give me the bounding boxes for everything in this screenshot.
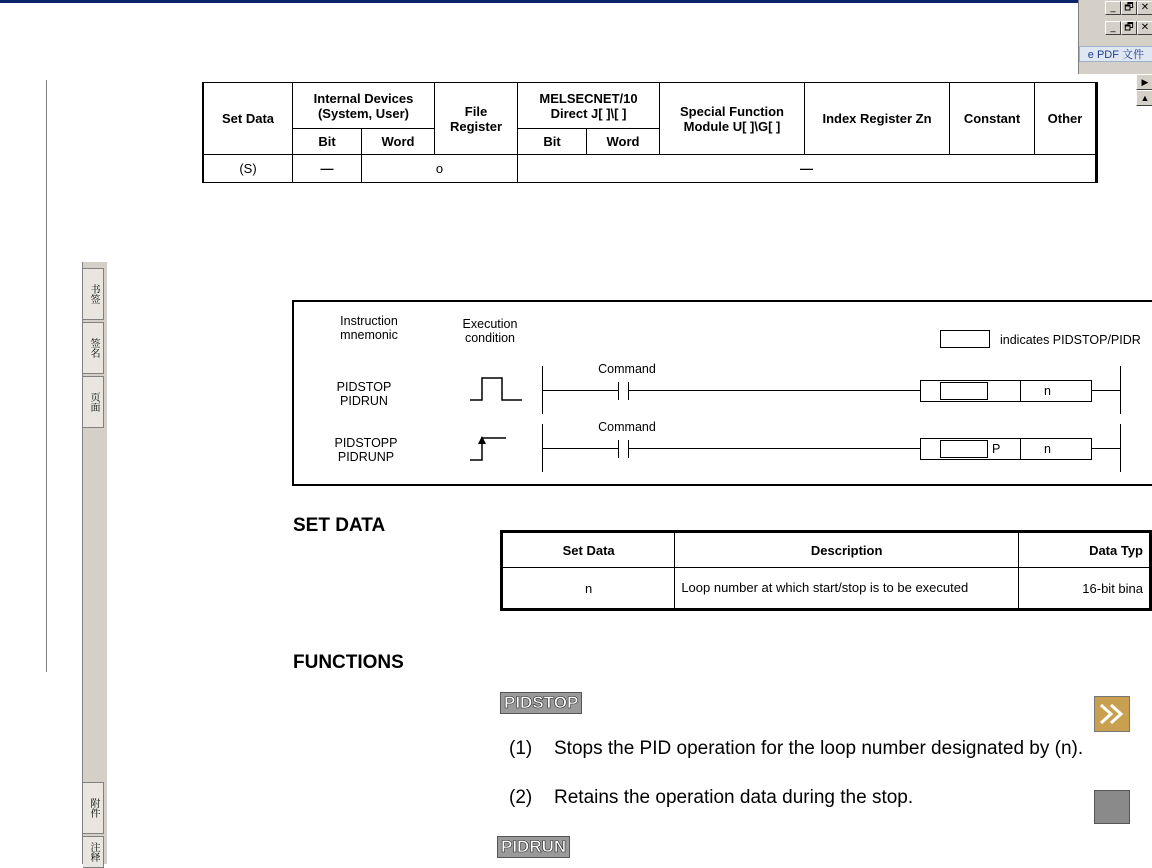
window-controls <box>1078 0 1152 74</box>
col-bit-2: Bit <box>518 129 587 155</box>
tab-pages[interactable]: 页面 <box>83 376 104 428</box>
row1-divider <box>1020 380 1021 402</box>
row-s-label: (S) <box>203 155 293 183</box>
tab-bookmarks[interactable]: 书签 <box>83 268 104 320</box>
row2-wire-b <box>628 448 920 449</box>
legend-text: indicates PIDSTOP/PIDR <box>1000 333 1141 347</box>
data-type-header: Data Typ <box>1019 532 1151 568</box>
doc-close-button[interactable]: ✕ <box>1137 21 1152 35</box>
double-chevron-icon <box>1095 697 1129 731</box>
row1-contact-b <box>628 382 629 400</box>
function-item-2-text: Retains the operation data during the stop. <box>554 787 914 808</box>
pidrun-badge: PIDRUN <box>497 836 570 858</box>
row2-divider <box>1020 438 1021 460</box>
col-internal-devices: Internal Devices (System, User) <box>293 83 435 129</box>
col-constant: Constant <box>950 83 1035 155</box>
row1-contact-a <box>618 382 619 400</box>
row2-wire-c <box>1092 448 1120 449</box>
row2-contact-a <box>618 440 619 458</box>
tab-attachments[interactable]: 附件 <box>83 782 104 834</box>
pdf-file-button[interactable]: e PDF 文件 <box>1079 46 1152 62</box>
tab-comments[interactable]: 注释 <box>83 836 104 868</box>
set-data-heading: SET DATA <box>293 515 386 536</box>
set-data-table <box>500 530 1152 611</box>
row1-wire-b <box>628 390 920 391</box>
instruction-mnemonic-label: Instruction mnemonic <box>340 314 398 342</box>
execution-condition-label: Execution condition <box>462 317 518 345</box>
data-type-cell: 16-bit bina <box>1019 568 1151 610</box>
tab-signatures[interactable]: 签名 <box>83 322 104 374</box>
row2-command-label: Command <box>598 420 656 434</box>
next-page-button[interactable] <box>1094 696 1130 732</box>
row-s-word: o <box>362 155 518 183</box>
table-clip <box>200 186 1120 190</box>
col-set-data: Set Data <box>203 83 293 155</box>
scroll-up-arrow-icon[interactable]: ▲ <box>1136 90 1152 106</box>
row1-mnemonic: PIDSTOP PIDRUN <box>336 380 392 408</box>
minimize-button[interactable]: _ <box>1105 1 1121 15</box>
function-item-2-number: (2) <box>509 787 533 808</box>
scroll-right-arrow-icon[interactable]: ▶ <box>1136 74 1152 90</box>
close-button[interactable]: ✕ <box>1137 1 1152 15</box>
col-special-function: Special Function Module U[ ]\G[ ] <box>660 83 805 155</box>
col-word: Word <box>362 129 435 155</box>
row1-wire-c <box>1092 390 1120 391</box>
row1-command-label: Command <box>598 362 656 376</box>
set-data-cell: n <box>502 568 675 610</box>
row2-contact-b <box>628 440 629 458</box>
row1-right-rail <box>1120 366 1121 414</box>
col-file-register: File Register <box>435 83 518 155</box>
rising-pulse-icon <box>468 376 524 402</box>
description-header: Description <box>675 532 1019 568</box>
legend-box <box>940 330 990 348</box>
page-left-border <box>46 80 47 672</box>
col-melsecnet: MELSECNET/10 Direct J[ ]\[ ] <box>518 83 660 129</box>
col-other: Other <box>1035 83 1097 155</box>
row2-right-rail <box>1120 424 1121 472</box>
doc-minimize-button[interactable]: _ <box>1105 21 1121 35</box>
device-table <box>202 82 1098 183</box>
col-bit: Bit <box>293 129 362 155</box>
restore-button[interactable]: 🗗 <box>1121 1 1137 15</box>
page-thumbnail-button[interactable] <box>1094 790 1130 824</box>
set-data-header: Set Data <box>502 532 675 568</box>
row1-operand: n <box>1044 384 1051 398</box>
row-s-rest: — <box>518 155 1097 183</box>
doc-restore-button[interactable]: 🗗 <box>1121 21 1137 35</box>
row2-operand: n <box>1044 442 1051 456</box>
rising-edge-icon <box>468 434 508 462</box>
col-word-2: Word <box>587 129 660 155</box>
row2-mnemonic: PIDSTOPP PIDRUNP <box>334 436 398 464</box>
row2-mnemonic-slot <box>940 440 988 458</box>
description-cell: Loop number at which start/stop is to be executed <box>675 568 1019 610</box>
function-item-1-number: (1) <box>509 738 533 759</box>
col-index-register: Index Register Zn <box>805 83 950 155</box>
row2-wire-a <box>542 448 618 449</box>
functions-heading: FUNCTIONS <box>293 652 404 673</box>
title-bar <box>0 0 1152 3</box>
function-item-1-text: Stops the PID operation for the loop number designated by (n). <box>554 738 1084 759</box>
pidstop-badge: PIDSTOP <box>500 692 582 714</box>
ladder-diagram <box>292 300 1152 486</box>
row-s-bit: — <box>293 155 362 183</box>
row1-wire-a <box>542 390 618 391</box>
navigation-panel <box>82 262 107 864</box>
row1-mnemonic-slot <box>940 382 988 400</box>
row2-suffix: P <box>992 442 1001 456</box>
